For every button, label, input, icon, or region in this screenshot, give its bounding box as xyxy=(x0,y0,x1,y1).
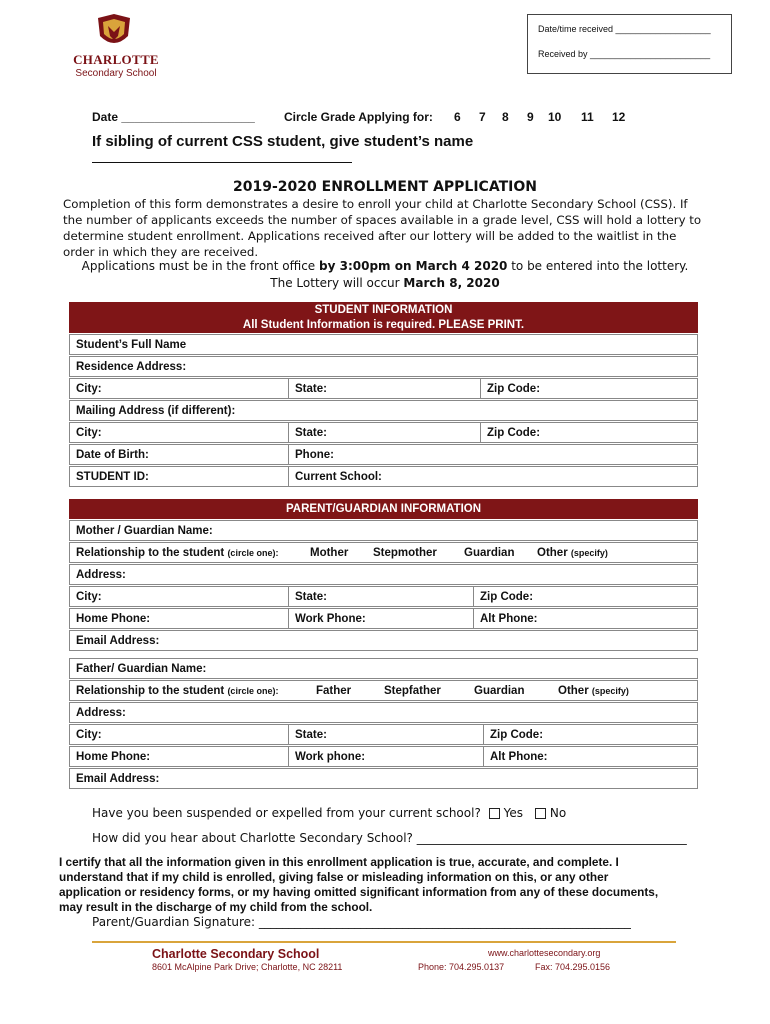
suspended-text: Have you been suspended or expelled from your current school? xyxy=(92,806,481,820)
email-label: Email Address: xyxy=(76,635,160,647)
state-field[interactable]: State: xyxy=(288,423,480,442)
deadline-post: to be entered into the lottery. xyxy=(507,259,689,273)
mother-relationship-row xyxy=(69,542,698,563)
relationship-option[interactable]: Guardian xyxy=(474,685,525,697)
father-name-label: Father/ Guardian Name: xyxy=(76,663,207,675)
footer-fax: Fax: 704.295.0156 xyxy=(535,962,611,972)
referral-question[interactable]: How did you hear about Charlotte Secondary School? _____________________________________________ xyxy=(92,831,687,845)
work-phone-field[interactable]: Work Phone: xyxy=(288,609,473,628)
relationship-label xyxy=(70,681,278,700)
mother-name-row[interactable] xyxy=(69,520,698,541)
received-by[interactable]: Received by ________________________ xyxy=(538,49,711,59)
deadline-text xyxy=(0,259,770,273)
relationship-text: Relationship to the student xyxy=(76,547,225,559)
yes-label: Yes xyxy=(503,806,524,820)
student-full-name-label: Student’s Full Name xyxy=(76,339,187,351)
work-phone-field[interactable]: Work phone: xyxy=(288,747,483,766)
no-checkbox[interactable] xyxy=(535,808,546,819)
relationship-option[interactable]: Father xyxy=(316,685,352,697)
dob-field[interactable]: Date of Birth: xyxy=(76,449,149,461)
father-phone-row xyxy=(69,746,698,767)
sibling-prompt: If sibling of current CSS student, give student’s name xyxy=(92,133,474,150)
certification-statement: I certify that all the information given in this enrollment application is true, accurate, and complete. I understand that if my child is enrolled, giving false or misleading information on this, or any other application or residency forms, or my having omitted significant information from any of these documents, may result in the discharge of my child from the school. xyxy=(59,855,659,914)
footer-address: 8601 McAlpine Park Drive; Charlotte, NC 28211 xyxy=(152,962,343,972)
city-field[interactable]: City: xyxy=(76,383,102,395)
grade-option[interactable]: 7 xyxy=(479,110,486,124)
grade-selector xyxy=(284,110,626,124)
email-label: Email Address: xyxy=(76,773,160,785)
specify-note: (specify) xyxy=(570,548,608,558)
parent-info-banner: PARENT/GUARDIAN INFORMATION xyxy=(69,499,698,519)
circle-one-note: (circle one): xyxy=(227,548,279,558)
crest-icon xyxy=(94,14,134,50)
date-field[interactable]: Date ____________________ xyxy=(92,110,255,124)
address-label: Address: xyxy=(76,707,126,719)
mailing-address-label: Mailing Address (if different): xyxy=(76,405,236,417)
student-banner-title: STUDENT INFORMATION xyxy=(314,304,453,316)
other-text: Other xyxy=(537,547,568,559)
relationship-option[interactable]: Stepmother xyxy=(373,547,437,559)
suspended-question xyxy=(92,806,566,820)
relationship-option-other[interactable] xyxy=(552,681,629,700)
grade-option[interactable]: 8 xyxy=(502,110,509,124)
state-field[interactable]: State: xyxy=(288,379,480,398)
deadline-date: by 3:00pm on March 4 2020 xyxy=(319,259,508,273)
signature-field[interactable]: Parent/Guardian Signature: ______________________________________________________________ xyxy=(92,915,631,929)
mother-phone-row xyxy=(69,608,698,629)
page-title: 2019-2020 ENROLLMENT APPLICATION xyxy=(233,179,537,195)
school-logo xyxy=(70,14,170,84)
grade-option[interactable]: 9 xyxy=(527,110,534,124)
mailing-address-row[interactable] xyxy=(69,400,698,421)
circle-one-note: (circle one): xyxy=(227,686,279,696)
residence-address-row[interactable] xyxy=(69,356,698,377)
specify-note: (specify) xyxy=(591,686,629,696)
lottery-pre: The Lottery will occur xyxy=(270,276,404,290)
dob-row xyxy=(69,444,698,465)
grade-option[interactable]: 6 xyxy=(454,110,461,124)
relationship-option[interactable]: Stepfather xyxy=(384,685,441,697)
father-city-row xyxy=(69,724,698,745)
footer-divider xyxy=(92,941,676,943)
mother-name-label: Mother / Guardian Name: xyxy=(76,525,213,537)
zip-field[interactable]: Zip Code: xyxy=(483,725,699,744)
office-use-box xyxy=(527,14,732,74)
relationship-label xyxy=(70,543,278,562)
father-name-row[interactable] xyxy=(69,658,698,679)
relationship-text: Relationship to the student xyxy=(76,685,225,697)
logo-name: CHARLOTTE xyxy=(73,52,159,67)
yes-checkbox[interactable] xyxy=(489,808,500,819)
alt-phone-field[interactable]: Alt Phone: xyxy=(473,609,699,628)
current-school-field[interactable]: Current School: xyxy=(288,467,699,486)
father-email-row[interactable] xyxy=(69,768,698,789)
intro-paragraph: Completion of this form demonstrates a desire to enroll your child at Charlotte Secondary School (CSS). If the number of applicants exceeds the number of spaces available in a grade level, CSS will hold a lottery to determine student enrollment. Applications received after our lottery will be added to the waitlist in the order in which they are received. xyxy=(63,197,702,259)
city-field[interactable]: City: xyxy=(76,427,102,439)
mailing-city-row xyxy=(69,422,698,443)
footer-phone: Phone: 704.295.0137 xyxy=(418,962,505,972)
student-city-row xyxy=(69,378,698,399)
lottery-date: March 8, 2020 xyxy=(403,276,500,290)
lottery-text xyxy=(0,276,770,290)
zip-field[interactable]: Zip Code: xyxy=(473,587,699,606)
residence-address-label: Residence Address: xyxy=(76,361,187,373)
grade-label: Circle Grade Applying for: xyxy=(284,110,433,124)
date-time-received[interactable]: Date/time received ___________________ xyxy=(538,24,711,34)
mother-address-row[interactable] xyxy=(69,564,698,585)
father-relationship-row xyxy=(69,680,698,701)
relationship-option-other[interactable] xyxy=(531,543,608,562)
zip-field[interactable]: Zip Code: xyxy=(480,379,699,398)
state-field[interactable]: State: xyxy=(288,725,483,744)
mother-email-row[interactable] xyxy=(69,630,698,651)
deadline-pre: Applications must be in the front office xyxy=(81,259,319,273)
grade-option[interactable]: 12 xyxy=(612,110,626,124)
zip-field[interactable]: Zip Code: xyxy=(480,423,699,442)
logo-subtitle: Secondary School xyxy=(75,68,157,79)
student-id-row xyxy=(69,466,698,487)
city-field[interactable]: City: xyxy=(76,729,102,741)
city-field[interactable]: City: xyxy=(76,591,102,603)
relationship-option[interactable]: Mother xyxy=(310,547,349,559)
student-info-banner xyxy=(69,302,698,333)
phone-field[interactable]: Phone: xyxy=(288,445,699,464)
footer-school-name: Charlotte Secondary School xyxy=(152,947,320,961)
footer-website: www.charlottesecondary.org xyxy=(488,948,601,958)
student-full-name-row[interactable] xyxy=(69,334,698,355)
grade-option[interactable]: 11 xyxy=(581,110,594,124)
grade-option[interactable]: 10 xyxy=(548,110,562,124)
student-banner-note: All Student Information is required. PLEASE PRINT. xyxy=(242,319,525,331)
mother-city-row xyxy=(69,586,698,607)
home-phone-field[interactable]: Home Phone: xyxy=(76,751,151,763)
no-label: No xyxy=(549,806,567,820)
father-address-row[interactable] xyxy=(69,702,698,723)
alt-phone-field[interactable]: Alt Phone: xyxy=(483,747,699,766)
sibling-name-field[interactable] xyxy=(92,162,352,163)
state-field[interactable]: State: xyxy=(288,587,473,606)
address-label: Address: xyxy=(76,569,126,581)
relationship-option[interactable]: Guardian xyxy=(464,547,515,559)
student-id-field[interactable]: STUDENT ID: xyxy=(76,471,149,483)
other-text: Other xyxy=(558,685,589,697)
home-phone-field[interactable]: Home Phone: xyxy=(76,613,151,625)
